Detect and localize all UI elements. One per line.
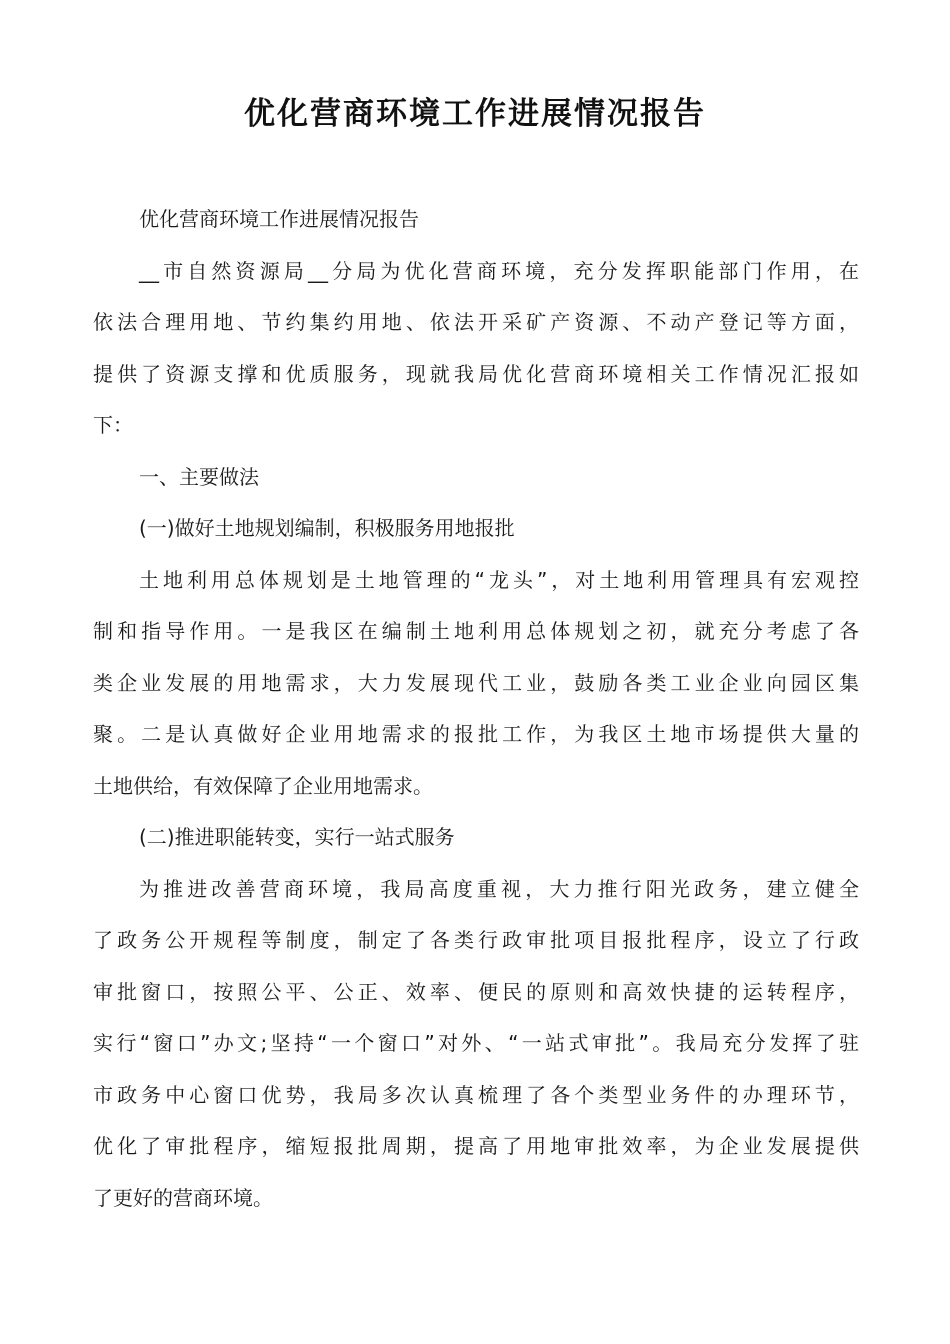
- body-line: 市政务中心窗口优势，我局多次认真梳理了各个类型业务件的办理环节，: [93, 1082, 859, 1107]
- body-line: 土地利用总体规划是土地管理的“龙头”，对土地利用管理具有宏观控: [139, 567, 859, 592]
- body-line: 审批窗口，按照公平、公正、效率、便民的原则和高效快捷的运转程序，: [93, 979, 859, 1004]
- body-line: 土地供给，有效保障了企业用地需求。: [93, 773, 433, 798]
- body-line: 依法合理用地、节约集约用地、依法开采矿产资源、不动产登记等方面，: [93, 310, 859, 334]
- body-line: __市自然资源局__分局为优化营商环境，充分发挥职能部门作用，在: [139, 258, 859, 283]
- body-line: 聚。二是认真做好企业用地需求的报批工作，为我区土地市场提供大量的: [93, 722, 859, 746]
- body-line: 优化了审批程序，缩短报批周期，提高了用地审批效率，为企业发展提供: [93, 1134, 859, 1158]
- document-title: 优化营商环境工作进展情况报告: [244, 96, 706, 132]
- subsection-heading: (二)推进职能转变，实行一站式服务: [139, 825, 455, 849]
- subsection-heading: (一)做好土地规划编制，积极服务用地报批: [139, 516, 515, 540]
- body-line: 了更好的营商环境。: [93, 1185, 273, 1210]
- body-line: 下：: [93, 413, 133, 437]
- body-line: 优化营商环境工作进展情况报告: [139, 207, 419, 231]
- body-line: 提供了资源支撑和优质服务，现就我局优化营商环境相关工作情况汇报如: [93, 361, 859, 386]
- body-line: 实行“窗口”办文;坚持“一个窗口”对外、“一站式审批”。我局充分发挥了驻: [93, 1031, 859, 1055]
- section-heading: 一、主要做法: [139, 464, 259, 489]
- document-body: [93, 200, 859, 1230]
- body-line: 为推进改善营商环境，我局高度重视，大力推行阳光政务，建立健全: [139, 876, 859, 901]
- body-line: 制和指导作用。一是我区在编制土地利用总体规划之初，就充分考虑了各: [93, 619, 859, 643]
- body-line: 了政务公开规程等制度，制定了各类行政审批项目报批程序，设立了行政: [93, 928, 859, 952]
- body-line: 类企业发展的用地需求，大力发展现代工业，鼓励各类工业企业向园区集: [93, 670, 859, 695]
